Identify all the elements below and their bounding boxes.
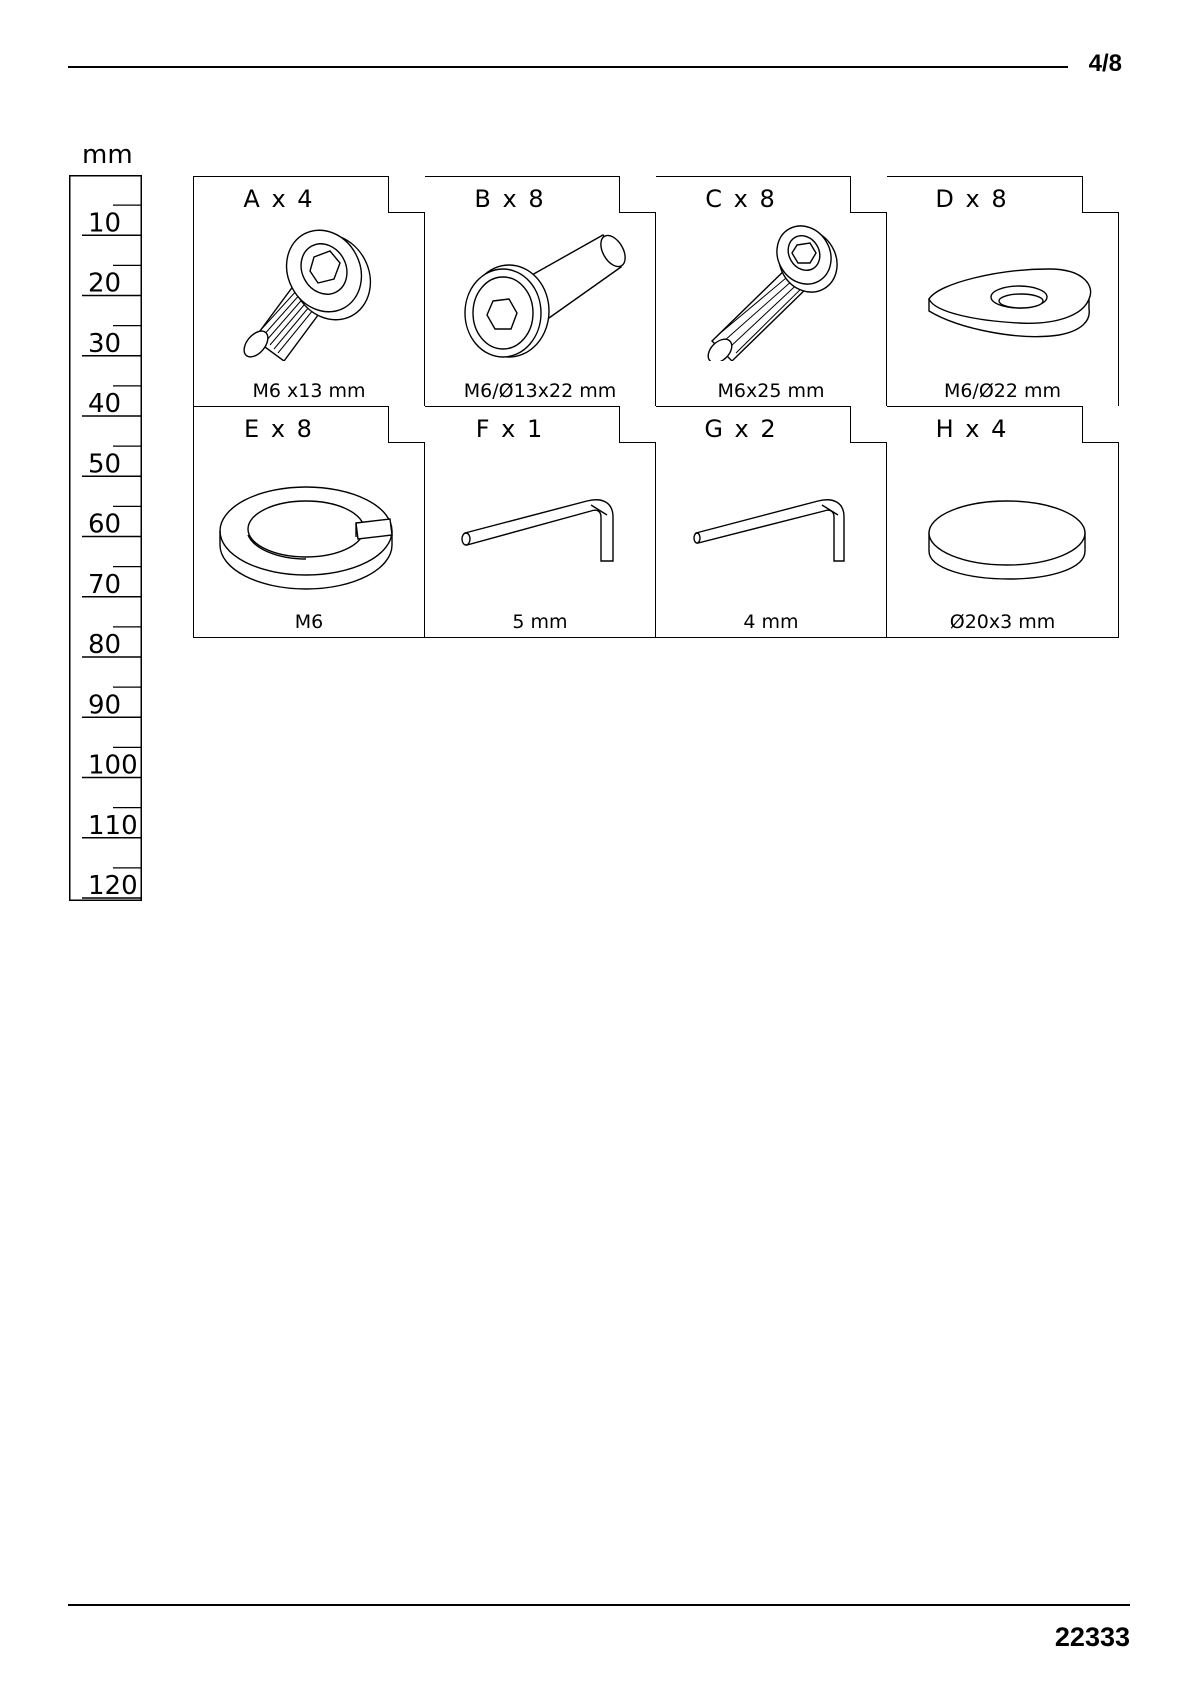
round-disc-icon [899, 451, 1105, 591]
part-cell-e [194, 407, 425, 637]
part-cell-a [194, 177, 425, 407]
ruler-mark-label: 80 [88, 630, 122, 660]
part-checkbox[interactable] [1082, 406, 1119, 443]
part-cell-b [425, 177, 656, 407]
socket-cap-screw-icon [668, 221, 874, 361]
part-label: D x 8 [935, 185, 1009, 213]
part-cell-d [887, 177, 1118, 407]
part-label: F x 1 [475, 415, 545, 443]
teardrop-washer-icon [899, 221, 1105, 361]
ruler-mark-label: 100 [88, 750, 138, 781]
part-label: H x 4 [935, 415, 1009, 443]
part-size: Ø20x3 mm [949, 611, 1056, 633]
ruler-mark-label: 10 [88, 208, 122, 239]
document-number: 22333 [1054, 1622, 1130, 1652]
parts-list [193, 176, 1119, 638]
ruler-mark-label: 90 [88, 690, 122, 721]
part-checkbox[interactable] [619, 406, 656, 443]
ruler-mark-label: 40 [88, 389, 122, 419]
button-head-bolt-icon [206, 221, 412, 361]
footer-rule [68, 1604, 1130, 1606]
part-cell-g [656, 407, 887, 637]
connector-barrel-nut-icon [437, 221, 643, 361]
part-size: 5 mm [512, 611, 568, 633]
ruler-mark-label: 30 [88, 328, 122, 359]
part-label: G x 2 [704, 415, 778, 443]
part-checkbox[interactable] [388, 406, 425, 443]
ruler-mark-label: 120 [88, 871, 138, 901]
ruler-mark-label: 50 [88, 449, 122, 480]
part-size: M6x25 mm [717, 380, 825, 402]
allen-key-icon [668, 451, 874, 591]
ruler-mark-label: 110 [88, 810, 138, 841]
header-rule [68, 66, 1068, 68]
allen-key-icon [437, 451, 643, 591]
part-checkbox[interactable] [850, 406, 887, 443]
part-label: A x 4 [243, 185, 315, 213]
ruler-mark-label: 70 [88, 569, 122, 600]
ruler-mark-label: 60 [88, 509, 122, 540]
part-cell-f [425, 407, 656, 637]
ruler-mark-label: 20 [88, 268, 122, 299]
part-size: M6/Ø13x22 mm [463, 380, 617, 402]
part-cell-h [887, 407, 1118, 637]
part-cell-c [656, 177, 887, 407]
page-number: 4/8 [1088, 50, 1122, 77]
part-checkbox[interactable] [1082, 176, 1119, 213]
part-checkbox[interactable] [388, 176, 425, 213]
part-size: 4 mm [743, 611, 799, 633]
part-label: C x 8 [705, 185, 777, 213]
ruler-unit-label: mm [82, 140, 133, 170]
part-checkbox[interactable] [619, 176, 656, 213]
part-checkbox[interactable] [850, 176, 887, 213]
part-label: E x 8 [244, 415, 314, 443]
measuring-ruler [69, 175, 142, 901]
part-size: M6/Ø22 mm [943, 380, 1062, 402]
part-size: M6 [294, 611, 324, 633]
part-label: B x 8 [474, 185, 546, 213]
part-size: M6 x13 mm [252, 380, 366, 402]
split-lock-washer-icon [206, 451, 412, 591]
